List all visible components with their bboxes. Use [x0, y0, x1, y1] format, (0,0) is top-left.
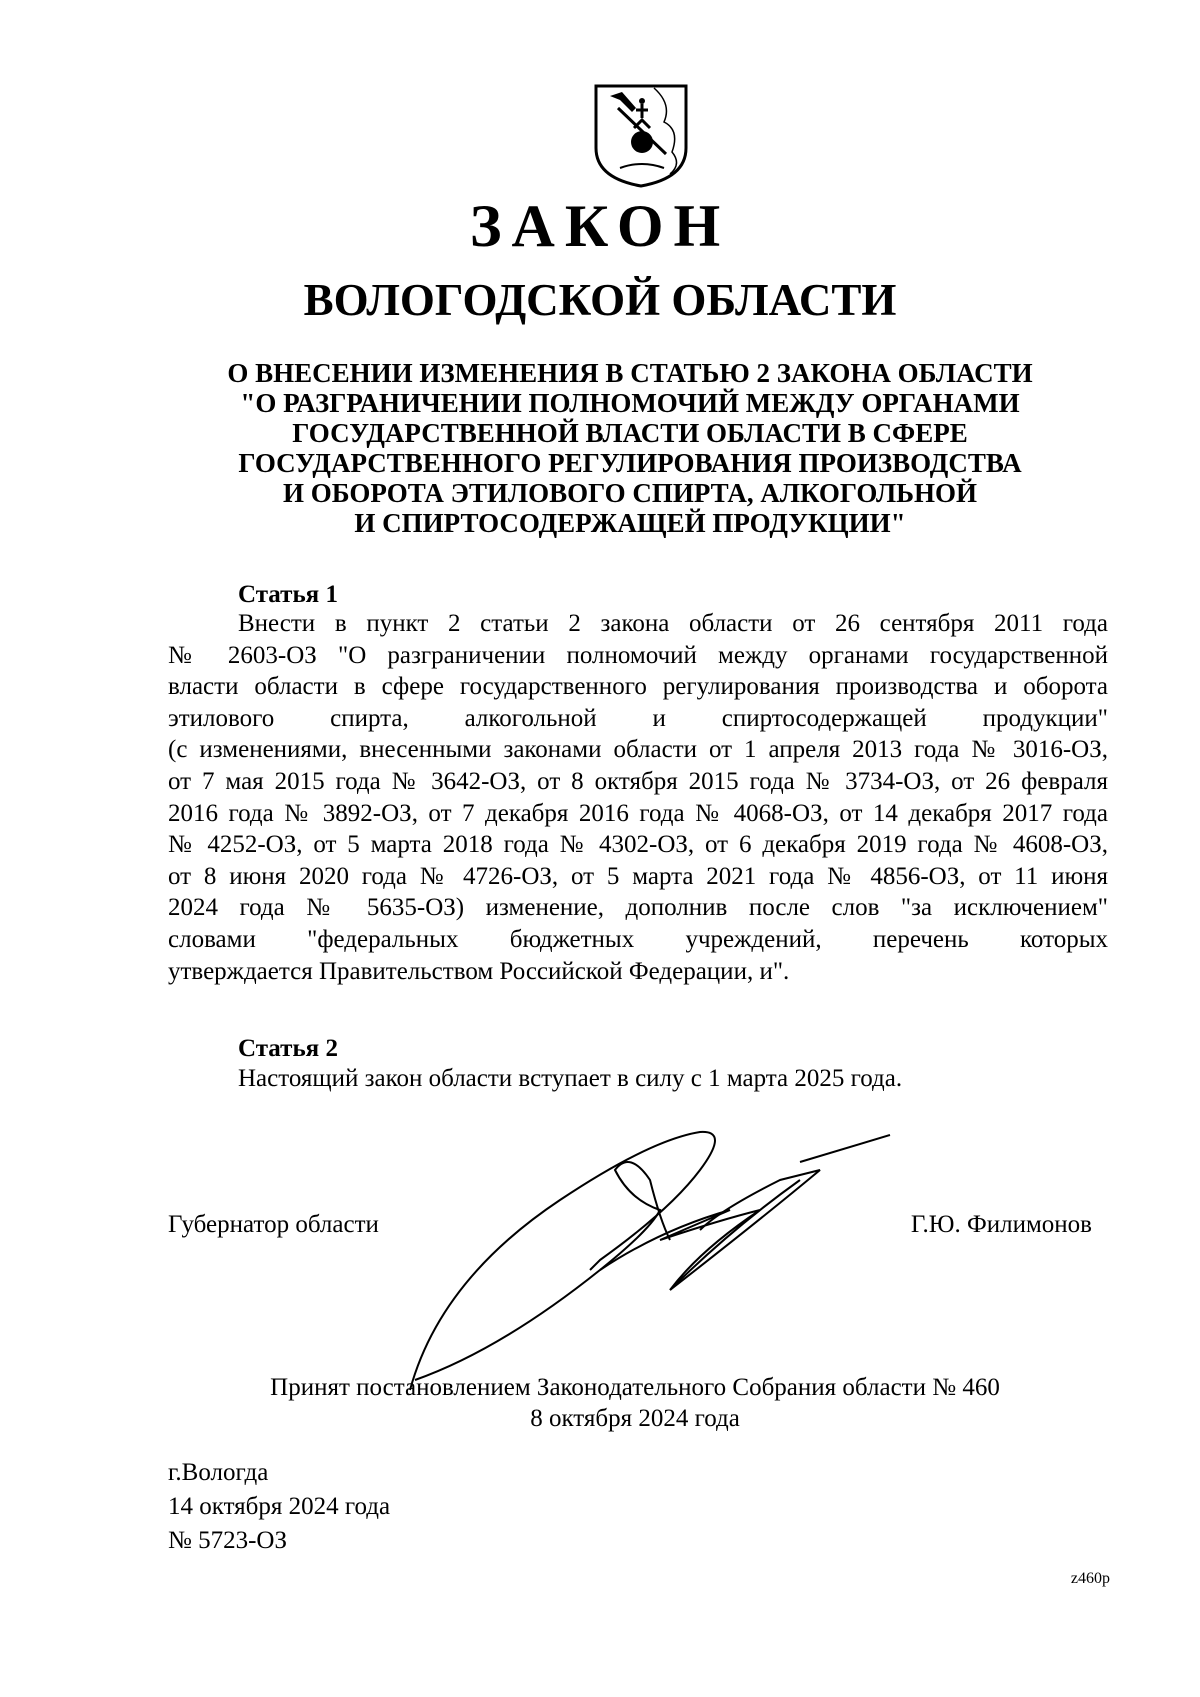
article-1-line: 2024 года № 5635-ОЗ) изменение, дополнив после слов "за исключением" [168, 894, 1108, 922]
governor-name: Г.Ю. Филимонов [910, 1211, 1092, 1238]
title-line: И ОБОРОТА ЭТИЛОВОГО СПИРТА, АЛКОГОЛЬНОЙ [282, 478, 978, 508]
title-line: И СПИРТОСОДЕРЖАЩЕЙ ПРОДУКЦИИ" [354, 508, 906, 538]
article-1-line: власти области в сфере государственного регулирования производства и оборота [168, 673, 1108, 701]
article-1-line: (с изменениями, внесенными законами области от 1 апреля 2013 года № 3016-ОЗ, [168, 736, 1108, 764]
article-1-line: Внести в пункт 2 статьи 2 закона области от 26 сентября 2011 года [238, 610, 1108, 637]
article-1-line: от 8 июня 2020 года № 4726-ОЗ, от 5 марта 2021 года № 4856-ОЗ, от 11 июня [168, 862, 1108, 890]
law-title [180, 358, 1080, 538]
vologda-coat-of-arms-icon [592, 82, 690, 190]
article-1-line: утверждается Правительством Российской Федерации, и". [168, 957, 790, 985]
article-1-line: 2016 года № 3892-ОЗ, от 7 декабря 2016 года № 4068-ОЗ, от 14 декабря 2017 года [168, 799, 1108, 827]
article-1-heading: Статья 1 [238, 581, 338, 608]
article-2-body: Настоящий закон области вступает в силу с 1 марта 2025 года. [238, 1065, 903, 1092]
handwritten-signature-icon [400, 1110, 960, 1400]
article-2-heading: Статья 2 [238, 1035, 338, 1062]
title-line: О ВНЕСЕНИИ ИЗМЕНЕНИЯ В СТАТЬЮ 2 ЗАКОНА ОБЛАСТИ [227, 358, 1033, 388]
place-date-number [168, 1456, 390, 1558]
city: г.Вологда [168, 1459, 269, 1486]
signing-date: 14 октября 2024 года [168, 1493, 391, 1520]
law-word: ЗАКОН [469, 193, 731, 259]
title-line: "О РАЗГРАНИЧЕНИИ ПОЛНОМОЧИЙ МЕЖДУ ОРГАНАМИ [240, 388, 1020, 418]
law-number: № 5723-ОЗ [168, 1527, 288, 1554]
article-1-line: словами "федеральных бюджетных учреждений, перечень которых [168, 925, 1108, 953]
title-line: ГОСУДАРСТВЕННОЙ ВЛАСТИ ОБЛАСТИ В СФЕРЕ [292, 418, 968, 448]
article-1-line: № 2603-ОЗ "О разграничении полномочий между органами государственной [168, 641, 1108, 669]
article-1-body [168, 608, 1108, 987]
adoption-block [0, 1372, 1200, 1434]
article-1-line: этилового спирта, алкогольной и спиртосодержащей продукции" [168, 704, 1108, 732]
article-1-line: от 7 мая 2015 года № 3642-ОЗ, от 8 октября 2015 года № 3734-ОЗ, от 26 февраля [168, 767, 1108, 795]
region-name: ВОЛОГОДСКОЙ ОБЛАСТИ [303, 275, 897, 325]
document-code: z460p [1070, 1570, 1110, 1587]
title-line: ГОСУДАРСТВЕННОГО РЕГУЛИРОВАНИЯ ПРОИЗВОДСТВА [238, 448, 1022, 478]
article-1-line: № 4252-ОЗ, от 5 марта 2018 года № 4302-ОЗ, от 6 декабря 2019 года № 4608-ОЗ, [168, 831, 1108, 859]
adoption-date: 8 октября 2024 года [530, 1405, 740, 1432]
governor-title: Губернатор области [168, 1211, 379, 1238]
adoption-line: Принят постановлением Законодательного Собрания области № 460 [270, 1374, 1000, 1401]
